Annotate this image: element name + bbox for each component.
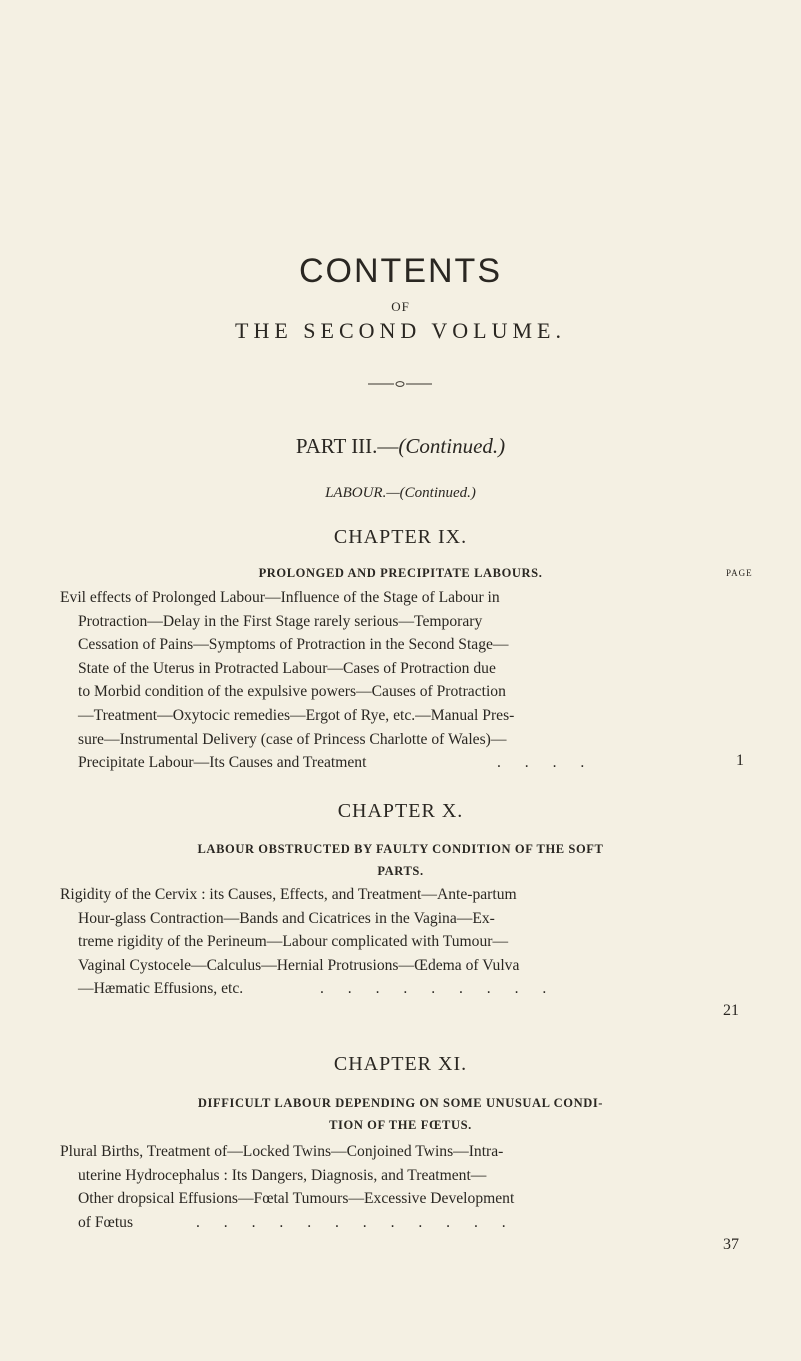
summary-line: of Fœtus: [78, 1213, 134, 1231]
subtitle-line: DIFFICULT LABOUR DEPENDING ON SOME UNUSUAL CONDI-: [197, 1096, 604, 1110]
dot-leader: . . . . . . . . . . . .: [196, 1213, 516, 1231]
dot-leader: . . . . . . . . .: [320, 980, 557, 998]
chapter-ix-page-number: 1: [736, 752, 744, 769]
subtitle-line: LABOUR OBSTRUCTED BY FAULTY CONDITION OF THE SOFT: [197, 842, 604, 856]
summary-line: Cessation of Pains—Symptoms of Protraction in the Second Stage—: [78, 636, 509, 654]
summary-last-line: [60, 977, 656, 1001]
chapter-x-summary: [60, 883, 656, 1001]
summary-line: —Hæmatic Effusions, etc.: [78, 980, 244, 998]
ornament-divider: [368, 381, 432, 387]
page-column-label: PAGE: [726, 568, 753, 578]
summary-line: to Morbid condition of the expulsive powers—Causes of Protraction: [78, 683, 506, 701]
summary-line: Precipitate Labour—Its Causes and Treatment: [78, 754, 367, 772]
volume-title: THE SECOND VOLUME.: [235, 318, 566, 343]
chapter-xi-summary: [60, 1140, 656, 1234]
summary-last-line: [60, 751, 656, 775]
dot-leader: . . . .: [497, 754, 595, 772]
chapter-ix-summary: [60, 586, 656, 775]
summary-line: treme rigidity of the Perineum—Labour complicated with Tumour—: [78, 933, 509, 951]
chapter-ix-heading: CHAPTER IX.: [333, 526, 468, 548]
summary-line: Evil effects of Prolonged Labour—Influence of the Stage of Labour in: [60, 589, 500, 606]
summary-line: uterine Hydrocephalus : Its Dangers, Diagnosis, and Treatment—: [78, 1166, 487, 1184]
chapter-x-page-number: 21: [723, 1002, 739, 1019]
contents-title: CONTENTS: [299, 252, 502, 290]
summary-line: Rigidity of the Cervix : its Causes, Effects, and Treatment—Ante-partum: [60, 886, 517, 903]
subtitle-line: PARTS.: [377, 864, 424, 878]
summary-line: Other dropsical Effusions—Fœtal Tumours—Excessive Development: [78, 1190, 515, 1208]
summary-line: sure—Instrumental Delivery (case of Princess Charlotte of Wales)—: [78, 730, 507, 748]
chapter-xi-page-number: 37: [723, 1236, 739, 1253]
chapter-x-subtitle: [0, 838, 801, 882]
subtitle-line: TION OF THE FŒTUS.: [329, 1118, 472, 1132]
chapter-xi-subtitle: [0, 1092, 801, 1136]
summary-line: Vaginal Cystocele—Calculus—Hernial Protrusions—Œdema of Vulva: [78, 956, 520, 974]
summary-line: Plural Births, Treatment of—Locked Twins—Conjoined Twins—Intra-: [60, 1143, 504, 1160]
section-heading: LABOUR.—(Continued.): [325, 485, 476, 501]
summary-line: Protraction—Delay in the First Stage rarely serious—Temporary: [78, 612, 483, 630]
of-label: OF: [391, 299, 410, 314]
summary-line: State of the Uterus in Protracted Labour—Cases of Protraction due: [78, 659, 496, 677]
chapter-x-heading: CHAPTER X.: [337, 800, 464, 822]
summary-last-line: [60, 1211, 656, 1235]
chapter-xi-heading: CHAPTER XI.: [333, 1053, 468, 1075]
summary-line: —Treatment—Oxytocic remedies—Ergot of Rye, etc.—Manual Pres-: [78, 706, 515, 724]
summary-line: Hour-glass Contraction—Bands and Cicatrices in the Vagina—Ex-: [78, 909, 495, 927]
part-heading: PART III.—(Continued.): [295, 434, 506, 458]
chapter-ix-subtitle: PROLONGED AND PRECIPITATE LABOURS.: [258, 566, 543, 580]
